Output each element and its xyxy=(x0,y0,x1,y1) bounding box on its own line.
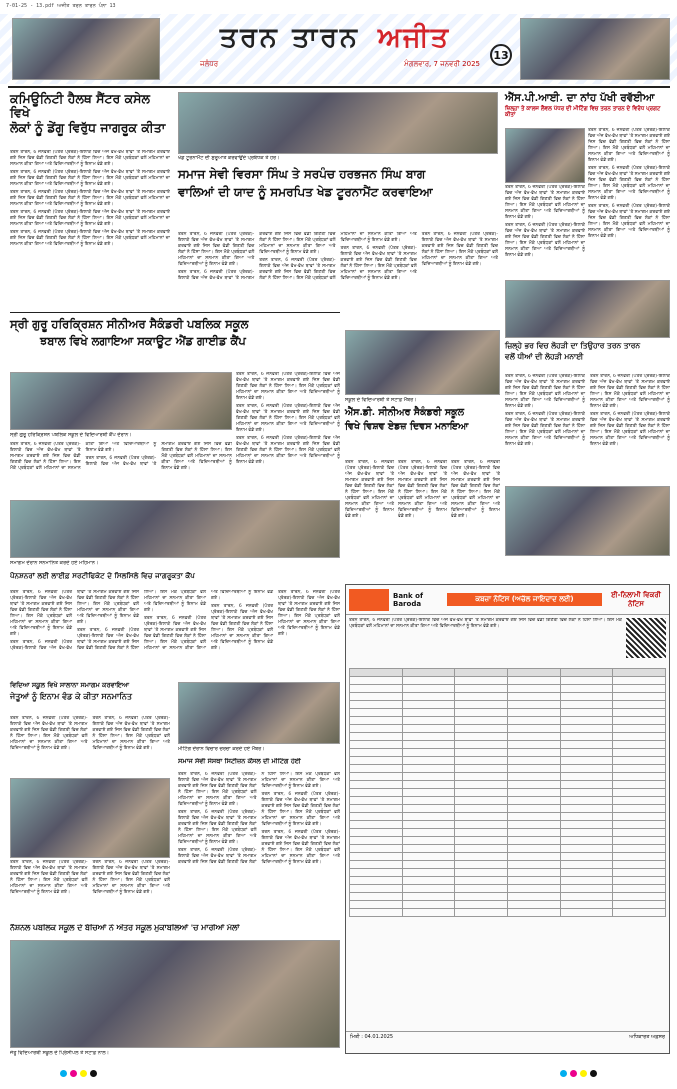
story9-text-c: ਤਰਨ ਤਾਰਨ, 6 ਜਨਵਰੀ (ਪੱਤਰ ਪ੍ਰੇਰਕ)-ਇਲਾਕੇ ਵਿਚ ਅੱਜ ਵੱਖ-ਵੱਖ ਥਾਵਾਂ 'ਤੇ ਸਮਾਗਮ ਕਰਵਾਏ ਗਏ ਜਿਸ ਵਿਚ ਵੱਡੀ ਗਿਣਤੀ ਵਿਚ ਲੋਕਾਂ ਨੇ ਹਿੱਸਾ ਲਿਆ। ਇਸ ਮੌਕੇ ਪ੍ਰਬੰਧਕਾਂ ਵਲੋਂ ਮਹਿਮਾਨਾਂ ਦਾ ਸਨਮਾਨ ਕੀਤਾ ਗਿਆ ਅਤੇ ਵਿਦਿਆਰਥੀਆਂ ਨੂੰ ਇਨਾਮ ਵੰਡੇ ਗਏ। xyxy=(178,772,340,865)
story8-text-c: ਤਰਨ ਤਾਰਨ, 6 ਜਨਵਰੀ (ਪੱਤਰ ਪ੍ਰੇਰਕ)-ਇਲਾਕੇ ਵਿਚ ਅੱਜ ਵੱਖ-ਵੱਖ ਥਾਵਾਂ 'ਤੇ ਸਮਾਗਮ ਕਰਵਾਏ ਗਏ ਜਿਸ ਵਿਚ ਵੱਡੀ ਗਿਣਤੀ ਵਿਚ ਲੋਕਾਂ ਨੇ ਹਿੱਸਾ ਲਿਆ। ਇਸ ਮੌਕੇ ਪ੍ਰਬੰਧਕਾਂ ਵਲੋਂ ਮਹਿਮਾਨਾਂ ਦਾ ਸਨਮਾਨ ਕੀਤਾ ਗਿਆ ਅਤੇ ਵਿਦਿਆਰਥੀਆਂ ਨੂੰ ਇਨਾਮ ਵੰਡੇ ਗਏ। xyxy=(10,860,88,895)
story7-caption: ਸਮਾਗਮ ਦੌਰਾਨ ਸਨਮਾਨਿਤ ਕਰਦੇ ਹੋਏ ਮਹਿਮਾਨ। xyxy=(10,560,99,566)
table-row xyxy=(350,845,666,853)
table-row xyxy=(350,861,666,869)
story5-headline-line2: ਵਲੋਂ ਧੀਆਂ ਦੀ ਲੋਹੜੀ ਮਨਾਈ xyxy=(505,351,584,361)
story8-headline xyxy=(10,682,170,712)
story9-body xyxy=(178,772,340,920)
table-row xyxy=(350,717,666,725)
table-row xyxy=(350,893,666,901)
table-row xyxy=(350,741,666,749)
story6-text-c: ਤਰਨ ਤਾਰਨ, 6 ਜਨਵਰੀ (ਪੱਤਰ ਪ੍ਰੇਰਕ)-ਇਲਾਕੇ ਵਿਚ ਅੱਜ ਵੱਖ-ਵੱਖ ਥਾਵਾਂ 'ਤੇ ਸਮਾਗਮ ਕਰਵਾਏ ਗਏ ਜਿਸ ਵਿਚ ਵੱਡੀ ਗਿਣਤੀ ਵਿਚ ਲੋਕਾਂ ਨੇ ਹਿੱਸਾ ਲਿਆ। ਇਸ ਮੌਕੇ ਪ੍ਰਬੰਧਕਾਂ ਵਲੋਂ ਮਹਿਮਾਨਾਂ ਦਾ ਸਨਮਾਨ ਕੀਤਾ ਗਿਆ ਅਤੇ ਵਿਦਿਆਰਥੀਆਂ ਨੂੰ ਇਨਾਮ ਵੰਡੇ ਗਏ। xyxy=(451,460,500,519)
story2-body xyxy=(178,232,498,324)
story5-text-c: ਤਰਨ ਤਾਰਨ, 6 ਜਨਵਰੀ (ਪੱਤਰ ਪ੍ਰੇਰਕ)-ਇਲਾਕੇ ਵਿਚ ਅੱਜ ਵੱਖ-ਵੱਖ ਥਾਵਾਂ 'ਤੇ ਸਮਾਗਮ ਕਰਵਾਏ ਗਏ ਜਿਸ ਵਿਚ ਵੱਡੀ ਗਿਣਤੀ ਵਿਚ ਲੋਕਾਂ ਨੇ ਹਿੱਸਾ ਲਿਆ। ਇਸ ਮੌਕੇ ਪ੍ਰਬੰਧਕਾਂ ਵਲੋਂ ਮਹਿਮਾਨਾਂ ਦਾ ਸਨਮਾਨ ਕੀਤਾ ਗਿਆ ਅਤੇ ਵਿਦਿਆਰਥੀਆਂ ਨੂੰ ਇਨਾਮ ਵੰਡੇ ਗਏ। xyxy=(590,374,670,409)
story1-headline-line1: ਕਮਿਊਨਿਟੀ ਹੈਲਥ ਸੈਂਟਰ ਕਸੇਲ ਵਿਖੇ xyxy=(10,91,150,121)
story6-headline-line2: ਵਿਖੇ ਵਿਸ਼ਵ ਏਡਜ਼ ਦਿਵਸ ਮਨਾਇਆ xyxy=(345,420,469,432)
magenta-mark xyxy=(570,1070,577,1077)
story9-photo xyxy=(178,682,340,744)
story3-text-b: ਤਰਨ ਤਾਰਨ, 6 ਜਨਵਰੀ (ਪੱਤਰ ਪ੍ਰੇਰਕ)-ਇਲਾਕੇ ਵਿਚ ਅੱਜ ਵੱਖ-ਵੱਖ ਥਾਵਾਂ 'ਤੇ ਸਮਾਗਮ ਕਰਵਾਏ ਗਏ ਜਿਸ ਵਿਚ ਵੱਡੀ ਗਿਣਤੀ ਵਿਚ ਲੋਕਾਂ ਨੇ ਹਿੱਸਾ ਲਿਆ। ਇਸ ਮੌਕੇ ਪ੍ਰਬੰਧਕਾਂ ਵਲੋਂ ਮਹਿਮਾਨਾਂ ਦਾ ਸਨਮਾਨ ਕੀਤਾ ਗਿਆ ਅਤੇ ਵਿਦਿਆਰਥੀਆਂ ਨੂੰ ਇਨਾਮ ਵੰਡੇ ਗਏ। xyxy=(588,166,670,201)
table-row xyxy=(350,733,666,741)
story4-top-rule xyxy=(10,312,340,313)
bank-advert xyxy=(345,584,670,1054)
story5-text-a: ਤਰਨ ਤਾਰਨ, 6 ਜਨਵਰੀ (ਪੱਤਰ ਪ੍ਰੇਰਕ)-ਇਲਾਕੇ ਵਿਚ ਅੱਜ ਵੱਖ-ਵੱਖ ਥਾਵਾਂ 'ਤੇ ਸਮਾਗਮ ਕਰਵਾਏ ਗਏ ਜਿਸ ਵਿਚ ਵੱਡੀ ਗਿਣਤੀ ਵਿਚ ਲੋਕਾਂ ਨੇ ਹਿੱਸਾ ਲਿਆ। ਇਸ ਮੌਕੇ ਪ੍ਰਬੰਧਕਾਂ ਵਲੋਂ ਮਹਿਮਾਨਾਂ ਦਾ ਸਨਮਾਨ ਕੀਤਾ ਗਿਆ ਅਤੇ ਵਿਦਿਆਰਥੀਆਂ ਨੂੰ ਇਨਾਮ ਵੰਡੇ ਗਏ। xyxy=(505,374,585,409)
table-row xyxy=(350,765,666,773)
advert-table xyxy=(349,668,666,917)
story5-body xyxy=(505,374,670,484)
story8-headline-line1: ਵਿਦਿਆ ਸਕੂਲ ਵਿਖੇ ਸਾਲਾਨਾ ਸਮਾਗਮ ਕਰਵਾਇਆ xyxy=(10,681,130,689)
story6-caption: ਸਕੂਲ ਦੇ ਵਿਦਿਆਰਥੀ ਤੇ ਸਟਾਫ਼ ਮੈਂਬਰ। xyxy=(345,397,417,403)
story4-text-b: ਤਰਨ ਤਾਰਨ, 6 ਜਨਵਰੀ (ਪੱਤਰ ਪ੍ਰੇਰਕ)-ਇਲਾਕੇ ਵਿਚ ਅੱਜ ਵੱਖ-ਵੱਖ ਥਾਵਾਂ 'ਤੇ ਸਮਾਗਮ ਕਰਵਾਏ ਗਏ ਜਿਸ ਵਿਚ ਵੱਡੀ ਗਿਣਤੀ ਵਿਚ ਲੋਕਾਂ ਨੇ ਹਿੱਸਾ ਲਿਆ। ਇਸ ਮੌਕੇ ਪ੍ਰਬੰਧਕਾਂ ਵਲੋਂ ਮਹਿਮਾਨਾਂ ਦਾ ਸਨਮਾਨ ਕੀਤਾ ਗਿਆ ਅਤੇ ਵਿਦਿਆਰਥੀਆਂ ਨੂੰ ਇਨਾਮ ਵੰਡੇ ਗਏ। xyxy=(236,404,340,433)
story8-headline-line2: ਜੇਤੂਆਂ ਨੂੰ ਇਨਾਮ ਵੰਡ ਕੇ ਕੀਤਾ ਸਨਮਾਨਿਤ xyxy=(10,691,132,702)
story2-text-c: ਤਰਨ ਤਾਰਨ, 6 ਜਨਵਰੀ (ਪੱਤਰ ਪ੍ਰੇਰਕ)-ਇਲਾਕੇ ਵਿਚ ਅੱਜ ਵੱਖ-ਵੱਖ ਥਾਵਾਂ 'ਤੇ ਸਮਾਗਮ ਕਰਵਾਏ ਗਏ ਜਿਸ ਵਿਚ ਵੱਡੀ ਗਿਣਤੀ ਵਿਚ ਲੋਕਾਂ ਨੇ ਹਿੱਸਾ ਲਿਆ। ਇਸ ਮੌਕੇ ਪ੍ਰਬੰਧਕਾਂ ਵਲੋਂ ਮਹਿਮਾਨਾਂ ਦਾ ਸਨਮਾਨ ਕੀਤਾ ਗਿਆ ਅਤੇ ਵਿਦਿਆਰਥੀਆਂ ਨੂੰ ਇਨਾਮ ਵੰਡੇ ਗਏ। xyxy=(259,232,417,281)
page-number: 13 xyxy=(490,44,512,66)
cyan-mark xyxy=(560,1070,567,1077)
story9-headline: ਸਮਾਜ ਸੇਵੀ ਸੰਸਥਾ ਸਿਟੀਜ਼ਨ ਕੌਂਸਲ ਦੀ ਮੀਟਿੰਗ ਹੋਈ xyxy=(178,758,301,765)
story5-text-d: ਤਰਨ ਤਾਰਨ, 6 ਜਨਵਰੀ (ਪੱਤਰ ਪ੍ਰੇਰਕ)-ਇਲਾਕੇ ਵਿਚ ਅੱਜ ਵੱਖ-ਵੱਖ ਥਾਵਾਂ 'ਤੇ ਸਮਾਗਮ ਕਰਵਾਏ ਗਏ ਜਿਸ ਵਿਚ ਵੱਡੀ ਗਿਣਤੀ ਵਿਚ ਲੋਕਾਂ ਨੇ ਹਿੱਸਾ ਲਿਆ। ਇਸ ਮੌਕੇ ਪ੍ਰਬੰਧਕਾਂ ਵਲੋਂ ਮਹਿਮਾਨਾਂ ਦਾ ਸਨਮਾਨ ਕੀਤਾ ਗਿਆ ਅਤੇ ਵਿਦਿਆਰਥੀਆਂ ਨੂੰ ਇਨਾਮ ਵੰਡੇ ਗਏ। xyxy=(590,412,670,447)
black-mark xyxy=(90,1070,97,1077)
story1-headline xyxy=(10,92,170,148)
table-row xyxy=(350,773,666,781)
story2-photo xyxy=(178,92,498,154)
story6-body xyxy=(345,460,500,560)
story3-photo-a xyxy=(505,128,585,183)
table-row xyxy=(350,789,666,797)
table-row xyxy=(350,749,666,757)
advert-notice-label: ਈ-ਨਿਲਾਮੀ ਵਿਕਰੀ ਨੋਟਿਸ xyxy=(611,590,661,608)
story10-photo xyxy=(10,940,340,1048)
table-row xyxy=(350,877,666,885)
table-row xyxy=(350,725,666,733)
table-row xyxy=(350,813,666,821)
story3-subhead: ਜ਼ਿਲ੍ਹਾ ਤੇ ਕਾਲਜ ਲੈਵਲ ਪੱਧਰ ਦੀ ਮੀਟਿੰਗ ਵਿਚ ਤਰਨ ਤਾਰਨ ਦੇ ਵਿਰੋਧ ਪ੍ਰਗਟ ਕੀਤਾ xyxy=(505,106,661,119)
story4-photo xyxy=(10,372,232,430)
story1-body xyxy=(10,150,170,310)
table-row xyxy=(350,885,666,893)
advert-intro xyxy=(346,615,669,665)
story4-headline-line2: ਝਬਾਲ ਵਿਖੇ ਲਗਾਇਆ ਸਕਾਊਟ ਐਂਡ ਗਾਈਡ ਕੈਂਪ xyxy=(40,334,246,349)
cyan-mark xyxy=(60,1070,67,1077)
story7-text-c: ਤਰਨ ਤਾਰਨ, 6 ਜਨਵਰੀ (ਪੱਤਰ ਪ੍ਰੇਰਕ)-ਇਲਾਕੇ ਵਿਚ ਅੱਜ ਵੱਖ-ਵੱਖ ਥਾਵਾਂ 'ਤੇ ਸਮਾਗਮ ਕਰਵਾਏ ਗਏ ਜਿਸ ਵਿਚ ਵੱਡੀ ਗਿਣਤੀ ਵਿਚ ਲੋਕਾਂ ਨੇ ਹਿੱਸਾ ਲਿਆ। ਇਸ ਮੌਕੇ ਪ੍ਰਬੰਧਕਾਂ ਵਲੋਂ ਮਹਿਮਾਨਾਂ ਦਾ ਸਨਮਾਨ ਕੀਤਾ ਗਿਆ ਅਤੇ ਵਿਦਿਆਰਥੀਆਂ ਨੂੰ ਇਨਾਮ ਵੰਡੇ ਗਏ। xyxy=(77,590,206,651)
story2-caption: ਖੇਡ ਟੂਰਨਾਮੈਂਟ ਦੀ ਸ਼ੁਰੂਆਤ ਕਰਵਾਉਂਦੇ ਪ੍ਰਬੰਧਕ ਤੇ ਹੋਰ। xyxy=(178,155,280,161)
bank-logo xyxy=(349,589,389,611)
story3-text-a: ਤਰਨ ਤਾਰਨ, 6 ਜਨਵਰੀ (ਪੱਤਰ ਪ੍ਰੇਰਕ)-ਇਲਾਕੇ ਵਿਚ ਅੱਜ ਵੱਖ-ਵੱਖ ਥਾਵਾਂ 'ਤੇ ਸਮਾਗਮ ਕਰਵਾਏ ਗਏ ਜਿਸ ਵਿਚ ਵੱਡੀ ਗਿਣਤੀ ਵਿਚ ਲੋਕਾਂ ਨੇ ਹਿੱਸਾ ਲਿਆ। ਇਸ ਮੌਕੇ ਪ੍ਰਬੰਧਕਾਂ ਵਲੋਂ ਮਹਿਮਾਨਾਂ ਦਾ ਸਨਮਾਨ ਕੀਤਾ ਗਿਆ ਅਤੇ ਵਿਦਿਆਰਥੀਆਂ ਨੂੰ ਇਨਾਮ ਵੰਡੇ ਗਏ। xyxy=(588,128,670,163)
masthead-brand: ਅਜੀਤ xyxy=(377,22,451,53)
story2-text-e: ਤਰਨ ਤਾਰਨ, 6 ਜਨਵਰੀ (ਪੱਤਰ ਪ੍ਰੇਰਕ)-ਇਲਾਕੇ ਵਿਚ ਅੱਜ ਵੱਖ-ਵੱਖ ਥਾਵਾਂ 'ਤੇ ਸਮਾਗਮ ਕਰਵਾਏ ਗਏ ਜਿਸ ਵਿਚ ਵੱਡੀ ਗਿਣਤੀ ਵਿਚ ਲੋਕਾਂ ਨੇ ਹਿੱਸਾ ਲਿਆ। ਇਸ ਮੌਕੇ ਪ੍ਰਬੰਧਕਾਂ ਵਲੋਂ ਮਹਿਮਾਨਾਂ ਦਾ ਸਨਮਾਨ ਕੀਤਾ ਗਿਆ ਅਤੇ ਵਿਦਿਆਰਥੀਆਂ ਨੂੰ ਇਨਾਮ ਵੰਡੇ ਗਏ। xyxy=(421,232,498,267)
story4-text-d: ਤਰਨ ਤਾਰਨ, 6 ਜਨਵਰੀ (ਪੱਤਰ ਪ੍ਰੇਰਕ)-ਇਲਾਕੇ ਵਿਚ ਅੱਜ ਵੱਖ-ਵੱਖ ਥਾਵਾਂ 'ਤੇ ਸਮਾਗਮ ਕਰਵਾਏ ਗਏ ਜਿਸ ਵਿਚ ਵੱਡੀ ਗਿਣਤੀ ਵਿਚ ਲੋਕਾਂ ਨੇ ਹਿੱਸਾ ਲਿਆ। ਇਸ ਮੌਕੇ ਪ੍ਰਬੰਧਕਾਂ ਵਲੋਂ ਮਹਿਮਾਨਾਂ ਦਾ ਸਨਮਾਨ ਕੀਤਾ ਗਿਆ ਅਤੇ ਵਿਦਿਆਰਥੀਆਂ ਨੂੰ ਇਨਾਮ ਵੰਡੇ ਗਏ। xyxy=(10,442,157,471)
registration-marks-right xyxy=(560,1070,597,1077)
story4-text-a: ਤਰਨ ਤਾਰਨ, 6 ਜਨਵਰੀ (ਪੱਤਰ ਪ੍ਰੇਰਕ)-ਇਲਾਕੇ ਵਿਚ ਅੱਜ ਵੱਖ-ਵੱਖ ਥਾਵਾਂ 'ਤੇ ਸਮਾਗਮ ਕਰਵਾਏ ਗਏ ਜਿਸ ਵਿਚ ਵੱਡੀ ਗਿਣਤੀ ਵਿਚ ਲੋਕਾਂ ਨੇ ਹਿੱਸਾ ਲਿਆ। ਇਸ ਮੌਕੇ ਪ੍ਰਬੰਧਕਾਂ ਵਲੋਂ ਮਹਿਮਾਨਾਂ ਦਾ ਸਨਮਾਨ ਕੀਤਾ ਗਿਆ ਅਤੇ ਵਿਦਿਆਰਥੀਆਂ ਨੂੰ ਇਨਾਮ ਵੰਡੇ ਗਏ। xyxy=(236,372,340,401)
story1-headline-line2: ਲੋਕਾਂ ਨੂੰ ਡੇਂਗੂ ਵਿਰੁੱਧ ਜਾਗਰੂਕ ਕੀਤਾ xyxy=(10,119,166,135)
table-row xyxy=(350,805,666,813)
table-row xyxy=(350,797,666,805)
yellow-mark xyxy=(580,1070,587,1077)
story1-text-a: ਤਰਨ ਤਾਰਨ, 6 ਜਨਵਰੀ (ਪੱਤਰ ਪ੍ਰੇਰਕ)-ਇਲਾਕੇ ਵਿਚ ਅੱਜ ਵੱਖ-ਵੱਖ ਥਾਵਾਂ 'ਤੇ ਸਮਾਗਮ ਕਰਵਾਏ ਗਏ ਜਿਸ ਵਿਚ ਵੱਡੀ ਗਿਣਤੀ ਵਿਚ ਲੋਕਾਂ ਨੇ ਹਿੱਸਾ ਲਿਆ। ਇਸ ਮੌਕੇ ਪ੍ਰਬੰਧਕਾਂ ਵਲੋਂ ਮਹਿਮਾਨਾਂ ਦਾ ਸਨਮਾਨ ਕੀਤਾ ਗਿਆ ਅਤੇ ਵਿਦਿਆਰਥੀਆਂ ਨੂੰ ਇਨਾਮ ਵੰਡੇ ਗਏ। xyxy=(10,150,170,167)
story7-text-e: ਤਰਨ ਤਾਰਨ, 6 ਜਨਵਰੀ (ਪੱਤਰ ਪ੍ਰੇਰਕ)-ਇਲਾਕੇ ਵਿਚ ਅੱਜ ਵੱਖ-ਵੱਖ ਥਾਵਾਂ 'ਤੇ ਸਮਾਗਮ ਕਰਵਾਏ ਗਏ ਜਿਸ ਵਿਚ ਵੱਡੀ ਗਿਣਤੀ ਵਿਚ ਲੋਕਾਂ ਨੇ ਹਿੱਸਾ ਲਿਆ। ਇਸ ਮੌਕੇ ਪ੍ਰਬੰਧਕਾਂ ਵਲੋਂ ਮਹਿਮਾਨਾਂ ਦਾ ਸਨਮਾਨ ਕੀਤਾ ਗਿਆ ਅਤੇ ਵਿਦਿਆਰਥੀਆਂ ਨੂੰ ਇਨਾਮ ਵੰਡੇ ਗਏ। xyxy=(211,604,273,651)
table-row xyxy=(350,821,666,829)
table-row xyxy=(350,837,666,845)
story6-photo xyxy=(345,330,500,395)
story4-headline-line1: ਸ੍ਰੀ ਗੁਰੂ ਹਰਿਕ੍ਰਿਸ਼ਨ ਸੀਨੀਅਰ ਸੈਕੰਡਰੀ ਪਬਲਿਕ ਸਕੂਲ xyxy=(10,317,249,331)
masthead-location: ਜਲੰਧਰ xyxy=(200,60,219,68)
story4-caption: ਸ੍ਰੀ ਗੁਰੂ ਹਰਿਕ੍ਰਿਸ਼ਨ ਪਬਲਿਕ ਸਕੂਲ ਦੇ ਵਿਦਿਆਰਥੀ ਕੈਂਪ ਦੌਰਾਨ। xyxy=(10,432,132,438)
advert-intro-text: ਤਰਨ ਤਾਰਨ, 6 ਜਨਵਰੀ (ਪੱਤਰ ਪ੍ਰੇਰਕ)-ਇਲਾਕੇ ਵਿਚ ਅੱਜ ਵੱਖ-ਵੱਖ ਥਾਵਾਂ 'ਤੇ ਸਮਾਗਮ ਕਰਵਾਏ ਗਏ ਜਿਸ ਵਿਚ ਵੱਡੀ ਗਿਣਤੀ ਵਿਚ ਲੋਕਾਂ ਨੇ ਹਿੱਸਾ ਲਿਆ। ਇਸ ਮੌਕੇ ਪ੍ਰਬੰਧਕਾਂ ਵਲੋਂ ਮਹਿਮਾਨਾਂ ਦਾ ਸਨਮਾਨ ਕੀਤਾ ਗਿਆ ਅਤੇ ਵਿਦਿਆਰਥੀਆਂ ਨੂੰ ਇਨਾਮ ਵੰਡੇ ਗਏ। xyxy=(349,618,622,629)
story2-text-d: ਤਰਨ ਤਾਰਨ, 6 ਜਨਵਰੀ (ਪੱਤਰ ਪ੍ਰੇਰਕ)-ਇਲਾਕੇ ਵਿਚ ਅੱਜ ਵੱਖ-ਵੱਖ ਥਾਵਾਂ 'ਤੇ ਸਮਾਗਮ ਕਰਵਾਏ ਗਏ ਜਿਸ ਵਿਚ ਵੱਡੀ ਗਿਣਤੀ ਵਿਚ ਲੋਕਾਂ ਨੇ ਹਿੱਸਾ ਲਿਆ। ਇਸ ਮੌਕੇ ਪ੍ਰਬੰਧਕਾਂ ਵਲੋਂ ਮਹਿਮਾਨਾਂ ਦਾ ਸਨਮਾਨ ਕੀਤਾ ਗਿਆ ਅਤੇ ਵਿਦਿਆਰਥੀਆਂ ਨੂੰ ਇਨਾਮ ਵੰਡੇ ਗਏ। xyxy=(340,246,417,281)
advert-footer xyxy=(346,1031,669,1042)
advert-table-header xyxy=(350,669,666,677)
story6-headline xyxy=(345,408,500,458)
story9-text-b: ਤਰਨ ਤਾਰਨ, 6 ਜਨਵਰੀ (ਪੱਤਰ ਪ੍ਰੇਰਕ)-ਇਲਾਕੇ ਵਿਚ ਅੱਜ ਵੱਖ-ਵੱਖ ਥਾਵਾਂ 'ਤੇ ਸਮਾਗਮ ਕਰਵਾਏ ਗਏ ਜਿਸ ਵਿਚ ਵੱਡੀ ਗਿਣਤੀ ਵਿਚ ਲੋਕਾਂ ਨੇ ਹਿੱਸਾ ਲਿਆ। ਇਸ ਮੌਕੇ ਪ੍ਰਬੰਧਕਾਂ ਵਲੋਂ ਮਹਿਮਾਨਾਂ ਦਾ ਸਨਮਾਨ ਕੀਤਾ ਗਿਆ ਅਤੇ ਵਿਦਿਆਰਥੀਆਂ ਨੂੰ ਇਨਾਮ ਵੰਡੇ ਗਏ। xyxy=(178,810,257,845)
story2-headline-line2: ਵਾਲਿਆਂ ਦੀ ਯਾਦ ਨੂੰ ਸਮਰਪਿਤ ਖੇਡ ਟੂਰਨਾਮੈਂਟ ਕਰਵਾਇਆ xyxy=(178,184,433,199)
bank-name: Bank of Baroda xyxy=(393,591,423,608)
magenta-mark xyxy=(70,1070,77,1077)
story7-photo xyxy=(10,500,340,558)
table-row xyxy=(350,693,666,701)
story7-text-b: ਤਰਨ ਤਾਰਨ, 6 ਜਨਵਰੀ (ਪੱਤਰ ਪ੍ਰੇਰਕ)-ਇਲਾਕੇ ਵਿਚ ਅੱਜ ਵੱਖ-ਵੱਖ ਥਾਵਾਂ 'ਤੇ ਸਮਾਗਮ ਕਰਵਾਏ ਗਏ ਜਿਸ ਵਿਚ ਵੱਡੀ ਗਿਣਤੀ ਵਿਚ ਲੋਕਾਂ ਨੇ ਹਿੱਸਾ ਲਿਆ। ਇਸ ਮੌਕੇ ਪ੍ਰਬੰਧਕਾਂ ਵਲੋਂ ਮਹਿਮਾਨਾਂ ਦਾ ਸਨਮਾਨ ਕੀਤਾ ਗਿਆ ਅਤੇ ਵਿਦਿਆਰਥੀਆਂ ਨੂੰ ਇਨਾਮ ਵੰਡੇ ਗਏ। xyxy=(10,590,139,651)
story7-text-d: ਤਰਨ ਤਾਰਨ, 6 ਜਨਵਰੀ (ਪੱਤਰ ਪ੍ਰੇਰਕ)-ਇਲਾਕੇ ਵਿਚ ਅੱਜ ਵੱਖ-ਵੱਖ ਥਾਵਾਂ 'ਤੇ ਸਮਾਗਮ ਕਰਵਾਏ ਗਏ ਜਿਸ ਵਿਚ ਵੱਡੀ ਗਿਣਤੀ ਵਿਚ ਲੋਕਾਂ ਨੇ ਹਿੱਸਾ ਲਿਆ। ਇਸ ਮੌਕੇ ਪ੍ਰਬੰਧਕਾਂ ਵਲੋਂ ਮਹਿਮਾਨਾਂ ਦਾ ਸਨਮਾਨ ਕੀਤਾ ਗਿਆ ਅਤੇ ਵਿਦਿਆਰਥੀਆਂ ਨੂੰ ਇਨਾਮ ਵੰਡੇ ਗਏ। xyxy=(144,590,273,651)
story9-text-e: ਤਰਨ ਤਾਰਨ, 6 ਜਨਵਰੀ (ਪੱਤਰ ਪ੍ਰੇਰਕ)-ਇਲਾਕੇ ਵਿਚ ਅੱਜ ਵੱਖ-ਵੱਖ ਥਾਵਾਂ 'ਤੇ ਸਮਾਗਮ ਕਰਵਾਏ ਗਏ ਜਿਸ ਵਿਚ ਵੱਡੀ ਗਿਣਤੀ ਵਿਚ ਲੋਕਾਂ ਨੇ ਹਿੱਸਾ ਲਿਆ। ਇਸ ਮੌਕੇ ਪ੍ਰਬੰਧਕਾਂ ਵਲੋਂ ਮਹਿਮਾਨਾਂ ਦਾ ਸਨਮਾਨ ਕੀਤਾ ਗਿਆ ਅਤੇ ਵਿਦਿਆਰਥੀਆਂ ਨੂੰ ਇਨਾਮ ਵੰਡੇ ਗਏ। xyxy=(261,830,340,865)
table-row xyxy=(350,869,666,877)
story9-text-a: ਤਰਨ ਤਾਰਨ, 6 ਜਨਵਰੀ (ਪੱਤਰ ਪ੍ਰੇਰਕ)-ਇਲਾਕੇ ਵਿਚ ਅੱਜ ਵੱਖ-ਵੱਖ ਥਾਵਾਂ 'ਤੇ ਸਮਾਗਮ ਕਰਵਾਏ ਗਏ ਜਿਸ ਵਿਚ ਵੱਡੀ ਗਿਣਤੀ ਵਿਚ ਲੋਕਾਂ ਨੇ ਹਿੱਸਾ ਲਿਆ। ਇਸ ਮੌਕੇ ਪ੍ਰਬੰਧਕਾਂ ਵਲੋਂ ਮਹਿਮਾਨਾਂ ਦਾ ਸਨਮਾਨ ਕੀਤਾ ਗਿਆ ਅਤੇ ਵਿਦਿਆਰਥੀਆਂ ਨੂੰ ਇਨਾਮ ਵੰਡੇ ਗਏ। xyxy=(178,772,257,807)
story3-text-e: ਤਰਨ ਤਾਰਨ, 6 ਜਨਵਰੀ (ਪੱਤਰ ਪ੍ਰੇਰਕ)-ਇਲਾਕੇ ਵਿਚ ਅੱਜ ਵੱਖ-ਵੱਖ ਥਾਵਾਂ 'ਤੇ ਸਮਾਗਮ ਕਰਵਾਏ ਗਏ ਜਿਸ ਵਿਚ ਵੱਡੀ ਗਿਣਤੀ ਵਿਚ ਲੋਕਾਂ ਨੇ ਹਿੱਸਾ ਲਿਆ। ਇਸ ਮੌਕੇ ਪ੍ਰਬੰਧਕਾਂ ਵਲੋਂ ਮਹਿਮਾਨਾਂ ਦਾ ਸਨਮਾਨ ਕੀਤਾ ਗਿਆ ਅਤੇ ਵਿਦਿਆਰਥੀਆਂ ਨੂੰ ਇਨਾਮ ਵੰਡੇ ਗਏ। xyxy=(505,223,585,258)
story7-text-f: ਤਰਨ ਤਾਰਨ, 6 ਜਨਵਰੀ (ਪੱਤਰ ਪ੍ਰੇਰਕ)-ਇਲਾਕੇ ਵਿਚ ਅੱਜ ਵੱਖ-ਵੱਖ ਥਾਵਾਂ 'ਤੇ ਸਮਾਗਮ ਕਰਵਾਏ ਗਏ ਜਿਸ ਵਿਚ ਵੱਡੀ ਗਿਣਤੀ ਵਿਚ ਲੋਕਾਂ ਨੇ ਹਿੱਸਾ ਲਿਆ। ਇਸ ਮੌਕੇ ਪ੍ਰਬੰਧਕਾਂ ਵਲੋਂ ਮਹਿਮਾਨਾਂ ਦਾ ਸਨਮਾਨ ਕੀਤਾ ਗਿਆ ਅਤੇ ਵਿਦਿਆਰਥੀਆਂ ਨੂੰ ਇਨਾਮ ਵੰਡੇ ਗਏ। xyxy=(278,590,340,637)
advert-header xyxy=(346,585,669,615)
story5-photo xyxy=(505,486,670,556)
story3-body-left xyxy=(505,185,585,278)
qr-code-icon xyxy=(626,618,666,658)
story5-headline xyxy=(505,342,670,372)
story2-text-b: ਤਰਨ ਤਾਰਨ, 6 ਜਨਵਰੀ (ਪੱਤਰ ਪ੍ਰੇਰਕ)-ਇਲਾਕੇ ਵਿਚ ਅੱਜ ਵੱਖ-ਵੱਖ ਥਾਵਾਂ 'ਤੇ ਸਮਾਗਮ ਕਰਵਾਏ ਗਏ ਜਿਸ ਵਿਚ ਵੱਡੀ ਗਿਣਤੀ ਵਿਚ ਲੋਕਾਂ ਨੇ ਹਿੱਸਾ ਲਿਆ। ਇਸ ਮੌਕੇ ਪ੍ਰਬੰਧਕਾਂ ਵਲੋਂ ਮਹਿਮਾਨਾਂ ਦਾ ਸਨਮਾਨ ਕੀਤਾ ਗਿਆ ਅਤੇ ਵਿਦਿਆਰਥੀਆਂ ਨੂੰ ਇਨਾਮ ਵੰਡੇ ਗਏ। xyxy=(178,232,336,281)
masthead-date: ਮੰਗਲਵਾਰ, 7 ਜਨਵਰੀ 2025 xyxy=(404,60,480,68)
story1-text-c: ਤਰਨ ਤਾਰਨ, 6 ਜਨਵਰੀ (ਪੱਤਰ ਪ੍ਰੇਰਕ)-ਇਲਾਕੇ ਵਿਚ ਅੱਜ ਵੱਖ-ਵੱਖ ਥਾਵਾਂ 'ਤੇ ਸਮਾਗਮ ਕਰਵਾਏ ਗਏ ਜਿਸ ਵਿਚ ਵੱਡੀ ਗਿਣਤੀ ਵਿਚ ਲੋਕਾਂ ਨੇ ਹਿੱਸਾ ਲਿਆ। ਇਸ ਮੌਕੇ ਪ੍ਰਬੰਧਕਾਂ ਵਲੋਂ ਮਹਿਮਾਨਾਂ ਦਾ ਸਨਮਾਨ ਕੀਤਾ ਗਿਆ ਅਤੇ ਵਿਦਿਆਰਥੀਆਂ ਨੂੰ ਇਨਾਮ ਵੰਡੇ ਗਏ। xyxy=(10,190,170,207)
story7-text-a: ਤਰਨ ਤਾਰਨ, 6 ਜਨਵਰੀ (ਪੱਤਰ ਪ੍ਰੇਰਕ)-ਇਲਾਕੇ ਵਿਚ ਅੱਜ ਵੱਖ-ਵੱਖ ਥਾਵਾਂ 'ਤੇ ਸਮਾਗਮ ਕਰਵਾਏ ਗਏ ਜਿਸ ਵਿਚ ਵੱਡੀ ਗਿਣਤੀ ਵਿਚ ਲੋਕਾਂ ਨੇ ਹਿੱਸਾ ਲਿਆ। ਇਸ ਮੌਕੇ ਪ੍ਰਬੰਧਕਾਂ ਵਲੋਂ ਮਹਿਮਾਨਾਂ ਦਾ ਸਨਮਾਨ ਕੀਤਾ ਗਿਆ ਅਤੇ ਵਿਦਿਆਰਥੀਆਂ ਨੂੰ ਇਨਾਮ ਵੰਡੇ ਗਏ। xyxy=(10,590,72,637)
advert-title: ਕਬਜ਼ਾ ਨੋਟਿਸ (ਅਚੱਲ ਜਾਇਦਾਦ ਲਈ) xyxy=(447,593,602,606)
table-row xyxy=(350,701,666,709)
story8-text-d: ਤਰਨ ਤਾਰਨ, 6 ਜਨਵਰੀ (ਪੱਤਰ ਪ੍ਰੇਰਕ)-ਇਲਾਕੇ ਵਿਚ ਅੱਜ ਵੱਖ-ਵੱਖ ਥਾਵਾਂ 'ਤੇ ਸਮਾਗਮ ਕਰਵਾਏ ਗਏ ਜਿਸ ਵਿਚ ਵੱਡੀ ਗਿਣਤੀ ਵਿਚ ਲੋਕਾਂ ਨੇ ਹਿੱਸਾ ਲਿਆ। ਇਸ ਮੌਕੇ ਪ੍ਰਬੰਧਕਾਂ ਵਲੋਂ ਮਹਿਮਾਨਾਂ ਦਾ ਸਨਮਾਨ ਕੀਤਾ ਗਿਆ ਅਤੇ ਵਿਦਿਆਰਥੀਆਂ ਨੂੰ ਇਨਾਮ ਵੰਡੇ ਗਏ। xyxy=(92,860,170,895)
registration-marks-left xyxy=(60,1070,97,1077)
story9-text-d: ਤਰਨ ਤਾਰਨ, 6 ਜਨਵਰੀ (ਪੱਤਰ ਪ੍ਰੇਰਕ)-ਇਲਾਕੇ ਵਿਚ ਅੱਜ ਵੱਖ-ਵੱਖ ਥਾਵਾਂ 'ਤੇ ਸਮਾਗਮ ਕਰਵਾਏ ਗਏ ਜਿਸ ਵਿਚ ਵੱਡੀ ਗਿਣਤੀ ਵਿਚ ਲੋਕਾਂ ਨੇ ਹਿੱਸਾ ਲਿਆ। ਇਸ ਮੌਕੇ ਪ੍ਰਬੰਧਕਾਂ ਵਲੋਂ ਮਹਿਮਾਨਾਂ ਦਾ ਸਨਮਾਨ ਕੀਤਾ ਗਿਆ ਅਤੇ ਵਿਦਿਆਰਥੀਆਂ ਨੂੰ ਇਨਾਮ ਵੰਡੇ ਗਏ। xyxy=(261,792,340,827)
story4-text-c: ਤਰਨ ਤਾਰਨ, 6 ਜਨਵਰੀ (ਪੱਤਰ ਪ੍ਰੇਰਕ)-ਇਲਾਕੇ ਵਿਚ ਅੱਜ ਵੱਖ-ਵੱਖ ਥਾਵਾਂ 'ਤੇ ਸਮਾਗਮ ਕਰਵਾਏ ਗਏ ਜਿਸ ਵਿਚ ਵੱਡੀ ਗਿਣਤੀ ਵਿਚ ਲੋਕਾਂ ਨੇ ਹਿੱਸਾ ਲਿਆ। ਇਸ ਮੌਕੇ ਪ੍ਰਬੰਧਕਾਂ ਵਲੋਂ ਮਹਿਮਾਨਾਂ ਦਾ ਸਨਮਾਨ ਕੀਤਾ ਗਿਆ ਅਤੇ ਵਿਦਿਆਰਥੀਆਂ ਨੂੰ ਇਨਾਮ ਵੰਡੇ ਗਏ। xyxy=(236,436,340,465)
story4-text-e: ਤਰਨ ਤਾਰਨ, 6 ਜਨਵਰੀ (ਪੱਤਰ ਪ੍ਰੇਰਕ)-ਇਲਾਕੇ ਵਿਚ ਅੱਜ ਵੱਖ-ਵੱਖ ਥਾਵਾਂ 'ਤੇ ਸਮਾਗਮ ਕਰਵਾਏ ਗਏ ਜਿਸ ਵਿਚ ਵੱਡੀ ਗਿਣਤੀ ਵਿਚ ਲੋਕਾਂ ਨੇ ਹਿੱਸਾ ਲਿਆ। ਇਸ ਮੌਕੇ ਪ੍ਰਬੰਧਕਾਂ ਵਲੋਂ ਮਹਿਮਾਨਾਂ ਦਾ ਸਨਮਾਨ ਕੀਤਾ ਗਿਆ ਅਤੇ ਵਿਦਿਆਰਥੀਆਂ ਨੂੰ ਇਨਾਮ ਵੰਡੇ ਗਏ। xyxy=(85,442,232,471)
table-row xyxy=(350,853,666,861)
table-row xyxy=(350,685,666,693)
masthead-divider xyxy=(8,86,670,88)
table-row xyxy=(350,781,666,789)
story6-headline-line1: ਐੱਸ.ਡੀ. ਸੀਨੀਅਰ ਸੈਕੰਡਰੀ ਸਕੂਲ xyxy=(345,407,465,418)
building-photo xyxy=(520,18,670,80)
story1-text-b: ਤਰਨ ਤਾਰਨ, 6 ਜਨਵਰੀ (ਪੱਤਰ ਪ੍ਰੇਰਕ)-ਇਲਾਕੇ ਵਿਚ ਅੱਜ ਵੱਖ-ਵੱਖ ਥਾਵਾਂ 'ਤੇ ਸਮਾਗਮ ਕਰਵਾਏ ਗਏ ਜਿਸ ਵਿਚ ਵੱਡੀ ਗਿਣਤੀ ਵਿਚ ਲੋਕਾਂ ਨੇ ਹਿੱਸਾ ਲਿਆ। ਇਸ ਮੌਕੇ ਪ੍ਰਬੰਧਕਾਂ ਵਲੋਂ ਮਹਿਮਾਨਾਂ ਦਾ ਸਨਮਾਨ ਕੀਤਾ ਗਿਆ ਅਤੇ ਵਿਦਿਆਰਥੀਆਂ ਨੂੰ ਇਨਾਮ ਵੰਡੇ ਗਏ। xyxy=(10,170,170,187)
story1-text-d: ਤਰਨ ਤਾਰਨ, 6 ਜਨਵਰੀ (ਪੱਤਰ ਪ੍ਰੇਰਕ)-ਇਲਾਕੇ ਵਿਚ ਅੱਜ ਵੱਖ-ਵੱਖ ਥਾਵਾਂ 'ਤੇ ਸਮਾਗਮ ਕਰਵਾਏ ਗਏ ਜਿਸ ਵਿਚ ਵੱਡੀ ਗਿਣਤੀ ਵਿਚ ਲੋਕਾਂ ਨੇ ਹਿੱਸਾ ਲਿਆ। ਇਸ ਮੌਕੇ ਪ੍ਰਬੰਧਕਾਂ ਵਲੋਂ ਮਹਿਮਾਨਾਂ ਦਾ ਸਨਮਾਨ ਕੀਤਾ ਗਿਆ ਅਤੇ ਵਿਦਿਆਰਥੀਆਂ ਨੂੰ ਇਨਾਮ ਵੰਡੇ ਗਏ। xyxy=(10,210,170,227)
story10-caption: ਜੇਤੂ ਵਿਦਿਆਰਥੀ ਸਕੂਲ ਦੇ ਪ੍ਰਿੰਸੀਪਲ ਤੇ ਸਟਾਫ਼ ਨਾਲ। xyxy=(10,1050,110,1056)
story8-text-a: ਤਰਨ ਤਾਰਨ, 6 ਜਨਵਰੀ (ਪੱਤਰ ਪ੍ਰੇਰਕ)-ਇਲਾਕੇ ਵਿਚ ਅੱਜ ਵੱਖ-ਵੱਖ ਥਾਵਾਂ 'ਤੇ ਸਮਾਗਮ ਕਰਵਾਏ ਗਏ ਜਿਸ ਵਿਚ ਵੱਡੀ ਗਿਣਤੀ ਵਿਚ ਲੋਕਾਂ ਨੇ ਹਿੱਸਾ ਲਿਆ। ਇਸ ਮੌਕੇ ਪ੍ਰਬੰਧਕਾਂ ਵਲੋਂ ਮਹਿਮਾਨਾਂ ਦਾ ਸਨਮਾਨ ਕੀਤਾ ਗਿਆ ਅਤੇ ਵਿਦਿਆਰਥੀਆਂ ਨੂੰ ਇਨਾਮ ਵੰਡੇ ਗਏ। xyxy=(10,716,88,751)
story2-text-a: ਤਰਨ ਤਾਰਨ, 6 ਜਨਵਰੀ (ਪੱਤਰ ਪ੍ਰੇਰਕ)-ਇਲਾਕੇ ਵਿਚ ਅੱਜ ਵੱਖ-ਵੱਖ ਥਾਵਾਂ 'ਤੇ ਸਮਾਗਮ ਕਰਵਾਏ ਗਏ ਜਿਸ ਵਿਚ ਵੱਡੀ ਗਿਣਤੀ ਵਿਚ ਲੋਕਾਂ ਨੇ ਹਿੱਸਾ ਲਿਆ। ਇਸ ਮੌਕੇ ਪ੍ਰਬੰਧਕਾਂ ਵਲੋਂ ਮਹਿਮਾਨਾਂ ਦਾ ਸਨਮਾਨ ਕੀਤਾ ਗਿਆ ਅਤੇ ਵਿਦਿਆਰਥੀਆਂ ਨੂੰ ਇਨਾਮ ਵੰਡੇ ਗਏ। xyxy=(178,232,255,267)
story3-headline xyxy=(505,92,670,126)
table-row xyxy=(350,909,666,917)
story5-headline-line1: ਜ਼ਿਲ੍ਹੇ ਭਰ ਵਿਚ ਲੋਹੜੀ ਦਾ ਤਿਉਹਾਰ ਤਰਨ ਤਾਰਨ xyxy=(505,341,641,350)
advert-footer-sign: ਅਧਿਕਾਰਤ ਅਫ਼ਸਰ xyxy=(629,1034,665,1040)
masthead-city: ਤਰਨ ਤਾਰਨ xyxy=(219,22,360,53)
story7-body xyxy=(10,590,340,678)
story8-text-b: ਤਰਨ ਤਾਰਨ, 6 ਜਨਵਰੀ (ਪੱਤਰ ਪ੍ਰੇਰਕ)-ਇਲਾਕੇ ਵਿਚ ਅੱਜ ਵੱਖ-ਵੱਖ ਥਾਵਾਂ 'ਤੇ ਸਮਾਗਮ ਕਰਵਾਏ ਗਏ ਜਿਸ ਵਿਚ ਵੱਡੀ ਗਿਣਤੀ ਵਿਚ ਲੋਕਾਂ ਨੇ ਹਿੱਸਾ ਲਿਆ। ਇਸ ਮੌਕੇ ਪ੍ਰਬੰਧਕਾਂ ਵਲੋਂ ਮਹਿਮਾਨਾਂ ਦਾ ਸਨਮਾਨ ਕੀਤਾ ਗਿਆ ਅਤੇ ਵਿਦਿਆਰਥੀਆਂ ਨੂੰ ਇਨਾਮ ਵੰਡੇ ਗਏ। xyxy=(92,716,170,751)
story4-body-lower xyxy=(10,442,232,498)
story2-headline-line1: ਸਮਾਜ ਸੇਵੀ ਵਿਰਸਾ ਸਿੰਘ ਤੇ ਸਰਪੰਚ ਹਰਭਜਨ ਸਿੰਘ ਬਾਗ xyxy=(178,167,426,181)
story1-text-e: ਤਰਨ ਤਾਰਨ, 6 ਜਨਵਰੀ (ਪੱਤਰ ਪ੍ਰੇਰਕ)-ਇਲਾਕੇ ਵਿਚ ਅੱਜ ਵੱਖ-ਵੱਖ ਥਾਵਾਂ 'ਤੇ ਸਮਾਗਮ ਕਰਵਾਏ ਗਏ ਜਿਸ ਵਿਚ ਵੱਡੀ ਗਿਣਤੀ ਵਿਚ ਲੋਕਾਂ ਨੇ ਹਿੱਸਾ ਲਿਆ। ਇਸ ਮੌਕੇ ਪ੍ਰਬੰਧਕਾਂ ਵਲੋਂ ਮਹਿਮਾਨਾਂ ਦਾ ਸਨਮਾਨ ਕੀਤਾ ਗਿਆ ਅਤੇ ਵਿਦਿਆਰਥੀਆਂ ਨੂੰ ਇਨਾਮ ਵੰਡੇ ਗਏ। xyxy=(10,230,170,247)
story3-text-d: ਤਰਨ ਤਾਰਨ, 6 ਜਨਵਰੀ (ਪੱਤਰ ਪ੍ਰੇਰਕ)-ਇਲਾਕੇ ਵਿਚ ਅੱਜ ਵੱਖ-ਵੱਖ ਥਾਵਾਂ 'ਤੇ ਸਮਾਗਮ ਕਰਵਾਏ ਗਏ ਜਿਸ ਵਿਚ ਵੱਡੀ ਗਿਣਤੀ ਵਿਚ ਲੋਕਾਂ ਨੇ ਹਿੱਸਾ ਲਿਆ। ਇਸ ਮੌਕੇ ਪ੍ਰਬੰਧਕਾਂ ਵਲੋਂ ਮਹਿਮਾਨਾਂ ਦਾ ਸਨਮਾਨ ਕੀਤਾ ਗਿਆ ਅਤੇ ਵਿਦਿਆਰਥੀਆਂ ਨੂੰ ਇਨਾਮ ਵੰਡੇ ਗਏ। xyxy=(505,185,585,220)
story8-body xyxy=(10,716,170,776)
story3-body-right xyxy=(588,128,670,278)
yellow-mark xyxy=(80,1070,87,1077)
story8-body-lower xyxy=(10,860,170,920)
story3-text-c: ਤਰਨ ਤਾਰਨ, 6 ਜਨਵਰੀ (ਪੱਤਰ ਪ੍ਰੇਰਕ)-ਇਲਾਕੇ ਵਿਚ ਅੱਜ ਵੱਖ-ਵੱਖ ਥਾਵਾਂ 'ਤੇ ਸਮਾਗਮ ਕਰਵਾਏ ਗਏ ਜਿਸ ਵਿਚ ਵੱਡੀ ਗਿਣਤੀ ਵਿਚ ਲੋਕਾਂ ਨੇ ਹਿੱਸਾ ਲਿਆ। ਇਸ ਮੌਕੇ ਪ੍ਰਬੰਧਕਾਂ ਵਲੋਂ ਮਹਿਮਾਨਾਂ ਦਾ ਸਨਮਾਨ ਕੀਤਾ ਗਿਆ ਅਤੇ ਵਿਦਿਆਰਥੀਆਂ ਨੂੰ ਇਨਾਮ ਵੰਡੇ ਗਏ। xyxy=(588,204,670,239)
story4-body xyxy=(236,372,340,482)
story6-text-b: ਤਰਨ ਤਾਰਨ, 6 ਜਨਵਰੀ (ਪੱਤਰ ਪ੍ਰੇਰਕ)-ਇਲਾਕੇ ਵਿਚ ਅੱਜ ਵੱਖ-ਵੱਖ ਥਾਵਾਂ 'ਤੇ ਸਮਾਗਮ ਕਰਵਾਏ ਗਏ ਜਿਸ ਵਿਚ ਵੱਡੀ ਗਿਣਤੀ ਵਿਚ ਲੋਕਾਂ ਨੇ ਹਿੱਸਾ ਲਿਆ। ਇਸ ਮੌਕੇ ਪ੍ਰਬੰਧਕਾਂ ਵਲੋਂ ਮਹਿਮਾਨਾਂ ਦਾ ਸਨਮਾਨ ਕੀਤਾ ਗਿਆ ਅਤੇ ਵਿਦਿਆਰਥੀਆਂ ਨੂੰ ਇਨਾਮ ਵੰਡੇ ਗਏ। xyxy=(398,460,447,519)
print-info-strip: 7-01-25 - 13.pdf ਅਜੀਤ ਤਰਨ ਤਾਰਨ ਪੰਨਾ 13 xyxy=(6,3,116,9)
story3-headline-line1: ਐੱਸ.ਪੀ.ਆਈ. ਦਾ ਨਾਂਹ ਪੱਖੀ ਰਵੱਈਆ xyxy=(505,92,655,104)
table-row xyxy=(350,829,666,837)
story9-caption: ਮੀਟਿੰਗ ਦੌਰਾਨ ਵਿਚਾਰ ਚਰਚਾ ਕਰਦੇ ਹੋਏ ਮੈਂਬਰ। xyxy=(178,746,265,752)
story6-text-a: ਤਰਨ ਤਾਰਨ, 6 ਜਨਵਰੀ (ਪੱਤਰ ਪ੍ਰੇਰਕ)-ਇਲਾਕੇ ਵਿਚ ਅੱਜ ਵੱਖ-ਵੱਖ ਥਾਵਾਂ 'ਤੇ ਸਮਾਗਮ ਕਰਵਾਏ ਗਏ ਜਿਸ ਵਿਚ ਵੱਡੀ ਗਿਣਤੀ ਵਿਚ ਲੋਕਾਂ ਨੇ ਹਿੱਸਾ ਲਿਆ। ਇਸ ਮੌਕੇ ਪ੍ਰਬੰਧਕਾਂ ਵਲੋਂ ਮਹਿਮਾਨਾਂ ਦਾ ਸਨਮਾਨ ਕੀਤਾ ਗਿਆ ਅਤੇ ਵਿਦਿਆਰਥੀਆਂ ਨੂੰ ਇਨਾਮ ਵੰਡੇ ਗਏ। xyxy=(345,460,394,519)
table-row xyxy=(350,901,666,909)
story4-headline xyxy=(10,318,340,370)
story5-text-b: ਤਰਨ ਤਾਰਨ, 6 ਜਨਵਰੀ (ਪੱਤਰ ਪ੍ਰੇਰਕ)-ਇਲਾਕੇ ਵਿਚ ਅੱਜ ਵੱਖ-ਵੱਖ ਥਾਵਾਂ 'ਤੇ ਸਮਾਗਮ ਕਰਵਾਏ ਗਏ ਜਿਸ ਵਿਚ ਵੱਡੀ ਗਿਣਤੀ ਵਿਚ ਲੋਕਾਂ ਨੇ ਹਿੱਸਾ ਲਿਆ। ਇਸ ਮੌਕੇ ਪ੍ਰਬੰਧਕਾਂ ਵਲੋਂ ਮਹਿਮਾਨਾਂ ਦਾ ਸਨਮਾਨ ਕੀਤਾ ਗਿਆ ਅਤੇ ਵਿਦਿਆਰਥੀਆਂ ਨੂੰ ਇਨਾਮ ਵੰਡੇ ਗਏ। xyxy=(505,412,585,447)
black-mark xyxy=(590,1070,597,1077)
masthead-subline xyxy=(200,60,480,72)
table-row xyxy=(350,709,666,717)
table-row xyxy=(350,757,666,765)
golden-temple-photo xyxy=(12,18,160,80)
story10-headline: ਨੈਸ਼ਨਲ ਪਬਲਿਕ ਸਕੂਲ ਦੇ ਬੱਚਿਆਂ ਨੇ ਅੰਤਰ ਸਕੂਲ ਮੁਕਾਬਲਿਆਂ 'ਚ ਮਾਰੀਆਂ ਮੱਲਾਂ xyxy=(10,924,240,932)
story2-headline xyxy=(178,168,498,226)
advert-footer-date: ਮਿਤੀ : 04.01.2025 xyxy=(350,1034,394,1040)
story7-headline: ਪੈਨਸ਼ਨਰਾਂ ਲਈ ਲਾਈਫ਼ ਸਰਟੀਫਿਕੇਟ ਦੇ ਸਿਲਸਿਲੇ ਵਿਚ ਜਾਗਰੂਕਤਾ ਕੈਂਪ xyxy=(10,572,195,580)
advert-table-wrap xyxy=(346,665,669,1031)
masthead-title xyxy=(180,18,490,58)
story8-photo xyxy=(10,778,170,858)
table-row xyxy=(350,677,666,685)
story3-photo-b xyxy=(505,280,670,338)
